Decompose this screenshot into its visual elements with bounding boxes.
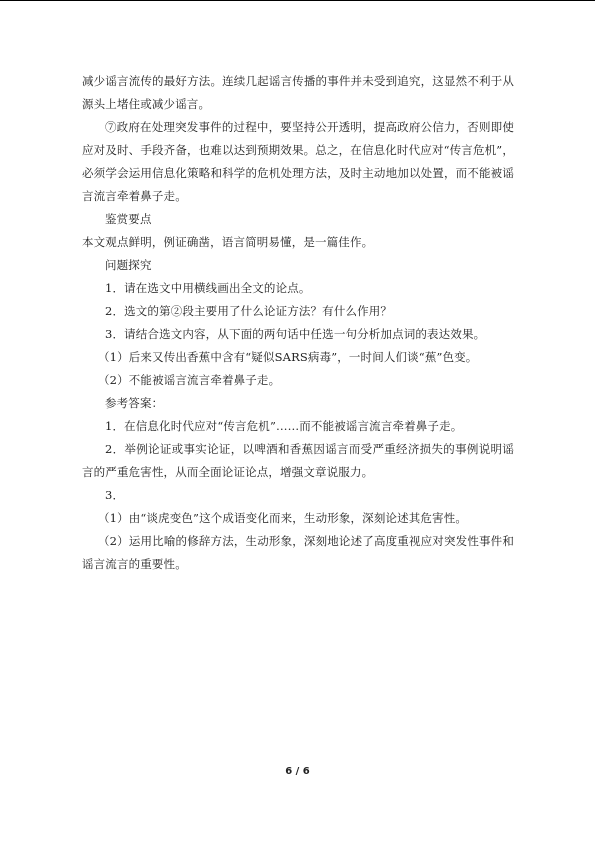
question-3-option-1: （1）后来又传出香蕉中含有“疑似SARS病毒”，一时间人们谈“蕉”色变。 bbox=[98, 350, 478, 364]
answer-3: 3． bbox=[105, 488, 125, 502]
paragraph-7: ⑦政府在处理突发事件的过程中，要坚持公开透明，提高政府公信力，否则即使应对及时、手段齐备，也难以达到预期效果。总之，在信息化时代应对“传言危机”，必须学会运用信息化策略和科学的危机处理方法，及时主动地加以处置，而不能被谣言流言牵着鼻子走。 bbox=[82, 120, 514, 203]
question-3-option-2: （2）不能被谣言流言牵着鼻子走。 bbox=[98, 373, 281, 387]
question-1: 1．请在选文中用横线画出全文的论点。 bbox=[105, 281, 311, 295]
section-heading-questions: 问题探究 bbox=[105, 258, 152, 272]
header-rule bbox=[0, 0, 595, 1]
section-heading-appreciation: 鉴赏要点 bbox=[105, 212, 152, 226]
document-body bbox=[82, 70, 514, 576]
question-3: 3．请结合选文内容，从下面的两句话中任选一句分析加点词的表达效果。 bbox=[105, 327, 486, 341]
paragraph-continuation: 减少谣言流传的最好方法。连续几起谣言传播的事件并未受到追究，这显然不利于从源头上堵住或减少谣言。 bbox=[82, 74, 514, 111]
section-heading-answers: 参考答案： bbox=[105, 396, 164, 410]
appreciation-text: 本文观点鲜明，例证确凿，语言简明易懂，是一篇佳作。 bbox=[82, 235, 374, 249]
answer-3-part-2: （2）运用比喻的修辞方法，生动形象，深刻地论述了高度重视应对突发性事件和谣言流言的重要性。 bbox=[82, 534, 514, 571]
page-number: 6 / 6 bbox=[285, 766, 310, 777]
answer-3-part-1: （1）由“谈虎变色”这个成语变化而来，生动形象，深刻论述其危害性。 bbox=[98, 511, 468, 525]
answer-1: 1．在信息化时代应对“传言危机”……而不能被谣言流言牵着鼻子走。 bbox=[105, 419, 463, 433]
answer-2: 2．举例论证或事实论证，以啤酒和香蕉因谣言而受严重经济损失的事例说明谣言的严重危害性，从而全面论证论点，增强文章说服力。 bbox=[82, 442, 514, 479]
question-2: 2．选文的第②段主要用了什么论证方法？有什么作用？ bbox=[105, 304, 393, 318]
